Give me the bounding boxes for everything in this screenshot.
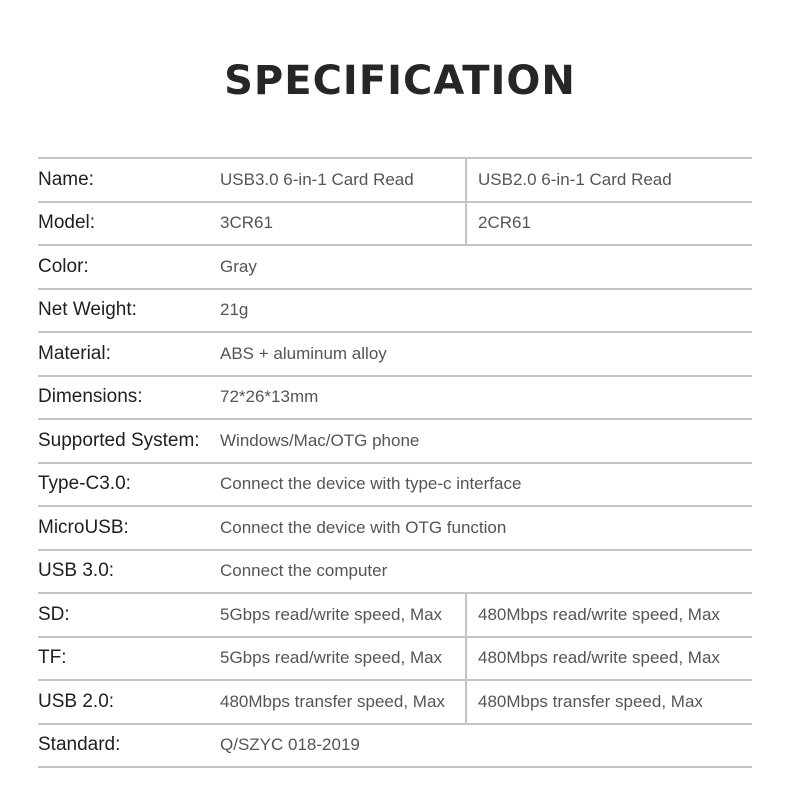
spec-label: USB 2.0: [38,690,115,712]
spec-value-primary: Q/SZYC 018-2019 [220,735,360,755]
spec-row [38,333,752,377]
spec-value-primary: Gray [220,256,257,276]
spec-value-primary: USB3.0 6-in-1 Card Read [220,169,414,189]
spec-value-secondary: 480Mbps transfer speed, Max [478,691,703,711]
spec-value-primary: ABS + aluminum alloy [220,343,387,363]
spec-value-primary: 480Mbps transfer speed, Max [220,691,445,711]
spec-row [38,377,752,421]
column-divider [465,594,467,636]
spec-row [38,638,752,682]
spec-row [38,551,752,595]
spec-label: Standard: [38,734,121,756]
column-divider [465,638,467,680]
spec-label: Model: [38,212,96,234]
spec-value-primary: Windows/Mac/OTG phone [220,430,420,450]
spec-row [38,203,752,247]
spec-row [38,159,752,203]
spec-value-primary: 3CR61 [220,213,273,233]
spec-row [38,507,752,551]
spec-label: TF: [38,647,67,669]
spec-value-primary: Connect the device with type-c interface [220,474,522,494]
column-divider [465,159,467,201]
spec-value-primary: Connect the computer [220,561,388,581]
spec-label: Color: [38,255,89,277]
spec-label: Supported System: [38,429,200,451]
spec-row [38,420,752,464]
spec-value-secondary: 480Mbps read/write speed, Max [478,604,720,624]
spec-value-secondary: USB2.0 6-in-1 Card Read [478,169,672,189]
spec-value-primary: 5Gbps read/write speed, Max [220,604,443,624]
spec-value-primary: 72*26*13mm [220,387,319,407]
spec-label: Type-C3.0: [38,473,131,495]
spec-row [38,594,752,638]
spec-value-primary: Connect the device with OTG function [220,517,507,537]
page-title: SPECIFICATION [224,58,576,104]
spec-label: Dimensions: [38,386,143,408]
spec-label: MicroUSB: [38,516,129,538]
spec-row [38,246,752,290]
spec-value-primary: 21g [220,300,249,320]
spec-label: USB 3.0: [38,560,115,582]
column-divider [465,681,467,723]
spec-value-secondary: 2CR61 [478,213,531,233]
spec-value-primary: 5Gbps read/write speed, Max [220,648,443,668]
column-divider [465,203,467,245]
spec-label: Name: [38,168,94,190]
spec-row [38,464,752,508]
spec-row [38,725,752,769]
spec-value-secondary: 480Mbps read/write speed, Max [478,648,720,668]
spec-row [38,681,752,725]
spec-label: Material: [38,342,111,364]
spec-label: SD: [38,603,70,625]
spec-row [38,290,752,334]
spec-table [38,157,752,768]
spec-label: Net Weight: [38,299,137,321]
